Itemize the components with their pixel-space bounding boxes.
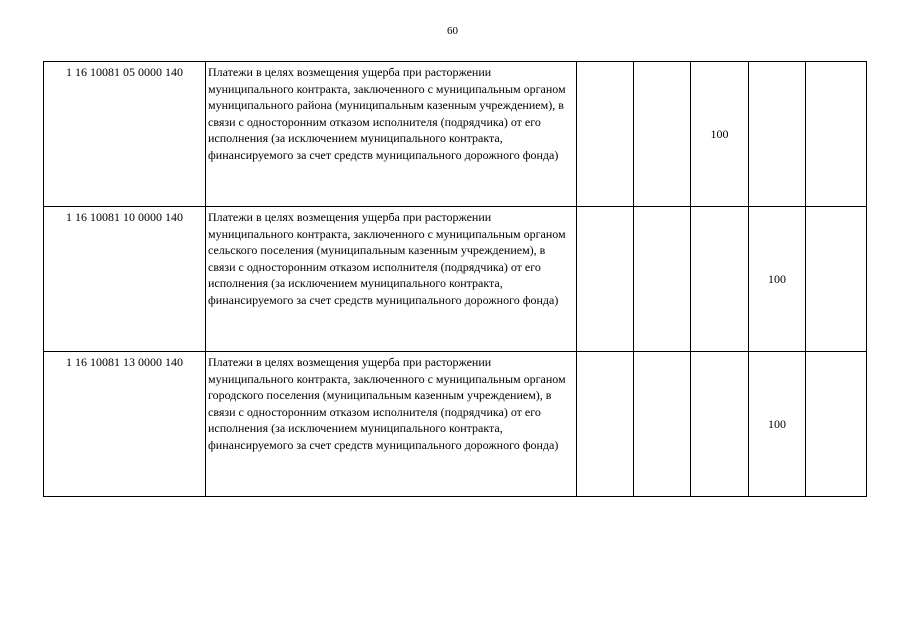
value-cell (577, 207, 634, 352)
value-cell (806, 352, 867, 497)
value-cell (577, 352, 634, 497)
value-cell (577, 62, 634, 207)
revenue-description-cell: Платежи в целях возмещения ущерба при расторжении муниципального контракта, заключенного с муниципальным органом городского поселения (муниципальным казенным учреждением), в связи с односторонним отказом исполнителя (подрядчика) от его исполнения (за исключением муниципального контракта, финансируемого за счет средств муниципального дорожного фонда) (206, 352, 577, 497)
value-cell (749, 62, 806, 207)
value-cell (691, 207, 749, 352)
table-row (44, 62, 867, 207)
table-row (44, 352, 867, 497)
value-cell (806, 207, 867, 352)
value-cell (634, 207, 691, 352)
revenue-code-cell: 1 16 10081 13 0000 140 (44, 352, 206, 497)
value-cell: 100 (691, 62, 749, 207)
table-row (44, 207, 867, 352)
value-cell: 100 (749, 207, 806, 352)
revenue-code-cell: 1 16 10081 10 0000 140 (44, 207, 206, 352)
value-cell (806, 62, 867, 207)
value-cell (634, 352, 691, 497)
budget-classification-table (43, 61, 867, 497)
revenue-code-cell: 1 16 10081 05 0000 140 (44, 62, 206, 207)
value-cell: 100 (749, 352, 806, 497)
revenue-description-cell: Платежи в целях возмещения ущерба при расторжении муниципального контракта, заключенного с муниципальным органом муниципального района (муниципальным казенным учреждением), в связи с односторонним отказом исполнителя (подрядчика) от его исполнения (за исключением муниципального контракта, финансируемого за счет средств муниципального дорожного фонда) (206, 62, 577, 207)
page-number: 60 (447, 25, 458, 37)
revenue-description-cell: Платежи в целях возмещения ущерба при расторжении муниципального контракта, заключенного с муниципальным органом сельского поселения (муниципальным казенным учреждением), в связи с односторонним отказом исполнителя (подрядчика) от его исполнения (за исключением муниципального контракта, финансируемого за счет средств муниципального дорожного фонда) (206, 207, 577, 352)
value-cell (691, 352, 749, 497)
value-cell (634, 62, 691, 207)
